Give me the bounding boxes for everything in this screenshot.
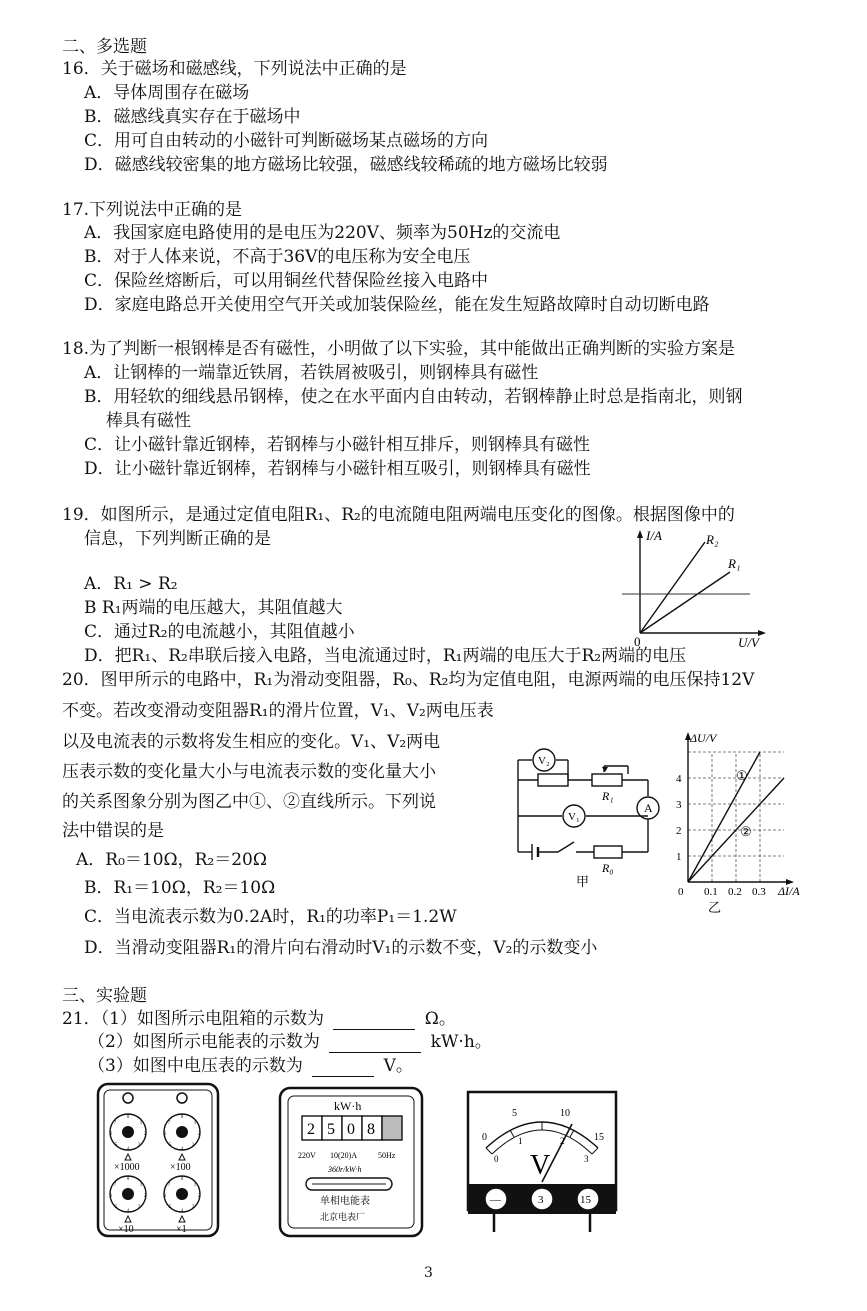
svg-text:0: 0 bbox=[126, 1177, 130, 1182]
q18-option-d: D．让小磁针靠近钢棒，若钢棒与小磁针相互吸引，则钢棒具有磁性 bbox=[84, 459, 591, 479]
origin-label: 0 bbox=[634, 634, 641, 648]
voltmeter bbox=[464, 1088, 620, 1234]
q19-option-b: B R₁两端的电压越大，其阻值越大 bbox=[84, 598, 343, 618]
section-heading: 三、实验题 bbox=[62, 986, 147, 1006]
q21-3-stem bbox=[88, 1055, 413, 1077]
q20-stem: 20．图甲所示的电路中，R₁为滑动变阻器，R₀、R₂均为定值电阻，电源两端的电压保持12V bbox=[62, 670, 755, 690]
q19-stem: 19．如图所示，是通过定值电阻R₁、R₂的电流随电阻两端电压变化的图像。根据图像中的 bbox=[62, 505, 735, 525]
svg-text:3: 3 bbox=[137, 1143, 141, 1148]
r1-label: R₁ bbox=[602, 789, 614, 803]
q21-1-blank[interactable] bbox=[333, 1013, 415, 1030]
y-tick-1: 1 bbox=[676, 851, 682, 863]
q20-option-d: D．当滑动变阻器R₁的滑片向右滑动时V₁的示数不变，V₂的示数变小 bbox=[84, 938, 598, 958]
svg-text:7: 7 bbox=[167, 1183, 171, 1188]
svg-text:7: 7 bbox=[167, 1121, 171, 1126]
q16-option-c: C．用可自由转动的小磁针可判断磁场某点磁场的方向 bbox=[84, 131, 489, 151]
q19-iu-graph bbox=[610, 528, 770, 648]
q21-3-text: （3）如图中电压表的示数为 bbox=[88, 1056, 303, 1076]
svg-text:5: 5 bbox=[168, 1143, 172, 1148]
meter-unit: kW·h bbox=[334, 1099, 362, 1113]
y-tick-4: 4 bbox=[676, 773, 682, 785]
y-axis-label: ΔU/V bbox=[690, 731, 717, 745]
lower-tick-0: 0 bbox=[494, 1154, 499, 1164]
q20-stem-4: 压表示数的变化量大小与电流表示数的变化量大小 bbox=[62, 762, 436, 782]
circuit-caption: 甲 bbox=[576, 874, 590, 889]
q20-delta-graph bbox=[670, 728, 820, 918]
svg-text:7: 7 bbox=[113, 1121, 117, 1126]
meter-maker: 北京电表厂 bbox=[320, 1212, 366, 1222]
q17-option-a: A．我国家庭电路使用的是电压为220V、频率为50Hz的交流电 bbox=[84, 223, 561, 243]
voltmeter-symbol: V bbox=[530, 1150, 551, 1181]
switch bbox=[558, 842, 574, 852]
meter-name: 单相电能表 bbox=[320, 1196, 370, 1207]
r0-label: R₀ bbox=[602, 861, 614, 875]
q16-option-a: A．导体周围存在磁场 bbox=[84, 83, 250, 103]
upper-tick-0: 0 bbox=[482, 1132, 487, 1143]
digit-2: 5 bbox=[327, 1121, 335, 1138]
q17-option-b: B．对于人体来说，不高于36V的电压称为安全电压 bbox=[84, 247, 471, 267]
line-r1 bbox=[640, 572, 730, 633]
svg-text:3: 3 bbox=[137, 1205, 141, 1210]
lower-tick-3: 3 bbox=[584, 1154, 589, 1164]
multiplier-10: ×10 bbox=[118, 1224, 134, 1235]
q21-1-stem bbox=[62, 1008, 456, 1030]
q18-option-c: C．让小磁针靠近钢棒，若钢棒与小磁针相互排斥，则钢棒具有磁性 bbox=[84, 435, 591, 455]
q20-option-b: B．R₁＝10Ω，R₂＝10Ω bbox=[84, 878, 276, 898]
x-tick-0-1: 0.1 bbox=[704, 886, 718, 898]
svg-text:4: 4 bbox=[126, 1209, 130, 1214]
x-tick-0-3: 0.3 bbox=[752, 886, 766, 898]
digit-box-5 bbox=[382, 1116, 402, 1140]
lower-tick-2: 2 bbox=[560, 1136, 565, 1146]
q20-option-a: A．R₀＝10Ω，R₂＝20Ω bbox=[76, 850, 267, 870]
q21-2-text: （2）如图所示电能表的示数为 bbox=[88, 1032, 320, 1052]
q20-circuit bbox=[508, 740, 668, 890]
svg-text:5: 5 bbox=[114, 1205, 118, 1210]
q20-stem-5: 的关系图象分别为图乙中①、②直线所示。下列说 bbox=[62, 792, 436, 812]
multiplier-1000: ×1000 bbox=[114, 1162, 140, 1173]
terminal-negative-label: — bbox=[490, 1194, 501, 1206]
meter-spec-frequency: 50Hz bbox=[378, 1151, 396, 1160]
q21-1-text: 21．（1）如图所示电阻箱的示数为 bbox=[62, 1009, 324, 1029]
svg-text:7: 7 bbox=[113, 1183, 117, 1188]
q18-option-b-cont: 棒具有磁性 bbox=[106, 411, 191, 431]
svg-text:5: 5 bbox=[114, 1143, 118, 1148]
lower-tick-1: 1 bbox=[518, 1136, 523, 1146]
r1-line-label: R₁ bbox=[728, 556, 741, 571]
svg-text:0: 0 bbox=[180, 1115, 184, 1120]
digit-1: 2 bbox=[307, 1121, 315, 1138]
svg-text:4: 4 bbox=[126, 1147, 130, 1152]
svg-text:4: 4 bbox=[180, 1209, 184, 1214]
y-axis-label: I/A bbox=[646, 528, 662, 543]
q21-2-blank[interactable] bbox=[329, 1036, 421, 1053]
q21-3-unit: V。 bbox=[383, 1056, 413, 1076]
energy-meter bbox=[278, 1086, 424, 1238]
svg-text:2: 2 bbox=[197, 1194, 201, 1199]
page-number: 3 bbox=[424, 1265, 433, 1281]
q21-2-stem bbox=[88, 1031, 492, 1053]
svg-text:3: 3 bbox=[191, 1205, 195, 1210]
q20-stem-2: 不变。若改变滑动变阻器R₁的滑片位置，V₁、V₂两电压表 bbox=[62, 701, 494, 721]
svg-text:1: 1 bbox=[193, 1121, 197, 1126]
svg-text:0: 0 bbox=[180, 1177, 184, 1182]
meter-spec-voltage: 220V bbox=[298, 1151, 316, 1160]
q20-stem-6: 法中错误的是 bbox=[62, 821, 164, 841]
line-1-label: ① bbox=[736, 768, 748, 783]
r2-resistor bbox=[538, 774, 568, 786]
resistance-box bbox=[96, 1082, 220, 1238]
x-axis-label: ΔI/A bbox=[778, 884, 800, 898]
svg-text:6: 6 bbox=[163, 1194, 167, 1199]
multiplier-1: ×1 bbox=[176, 1224, 187, 1235]
line-r2 bbox=[640, 542, 705, 633]
svg-text:1: 1 bbox=[193, 1183, 197, 1188]
y-tick-3: 3 bbox=[676, 799, 682, 811]
v2-label: V₂ bbox=[538, 755, 550, 767]
q16-stem: 16．关于磁场和磁感线，下列说法中正确的是 bbox=[62, 59, 407, 79]
meter-spec-current: 10(20)A bbox=[330, 1151, 358, 1160]
y-axis-arrow bbox=[637, 530, 643, 538]
q19-option-c: C．通过R₂的电流越小，其阻值越小 bbox=[84, 622, 355, 642]
digit-3: 0 bbox=[347, 1121, 355, 1138]
q20-stem-3: 以及电流表的示数将发生相应的变化。V₁、V₂两电 bbox=[62, 732, 441, 752]
q16-option-d: D．磁感线较密集的地方磁场比较强，磁感线较稀疏的地方磁场比较弱 bbox=[84, 155, 608, 175]
q19-option-d: D．把R₁、R₂串联后接入电路，当电流通过时，R₁两端的电压大于R₂两端的电压 bbox=[84, 646, 687, 666]
line-1 bbox=[688, 752, 760, 882]
svg-text:0: 0 bbox=[126, 1115, 130, 1120]
svg-text:6: 6 bbox=[109, 1194, 113, 1199]
svg-text:2: 2 bbox=[143, 1194, 147, 1199]
v1-label: V₁ bbox=[568, 811, 580, 823]
section-heading: 二、多选题 bbox=[62, 37, 147, 57]
q17-option-d: D．家庭电路总开关使用空气开关或加装保险丝，能在发生短路故障时自动切断电路 bbox=[84, 295, 710, 315]
line-2-label: ② bbox=[740, 824, 752, 839]
multiplier-100: ×100 bbox=[170, 1162, 191, 1173]
svg-text:1: 1 bbox=[139, 1183, 143, 1188]
terminal-15v-label: 15 bbox=[580, 1194, 591, 1206]
q16-option-b: B．磁感线真实存在于磁场中 bbox=[84, 107, 301, 127]
r2-line-label: R₂ bbox=[706, 532, 719, 547]
q21-1-unit: Ω。 bbox=[424, 1009, 456, 1029]
y-tick-2: 2 bbox=[676, 825, 682, 837]
svg-text:5: 5 bbox=[168, 1205, 172, 1210]
q19-stem-cont: 信息，下列判断正确的是 bbox=[84, 529, 271, 549]
digit-4: 8 bbox=[367, 1121, 375, 1138]
q19-option-a: A．R₁ > R₂ bbox=[84, 574, 178, 594]
x-tick-0: 0 bbox=[678, 886, 684, 898]
q17-option-c: C．保险丝熔断后，可以用铜丝代替保险丝接入电路中 bbox=[84, 271, 489, 291]
svg-text:6: 6 bbox=[109, 1132, 113, 1137]
ammeter-label: A bbox=[644, 801, 653, 815]
x-axis-arrow bbox=[758, 630, 766, 636]
graph-caption: 乙 bbox=[708, 900, 722, 915]
svg-text:4: 4 bbox=[180, 1147, 184, 1152]
svg-text:2: 2 bbox=[197, 1132, 201, 1137]
upper-tick-10: 10 bbox=[560, 1108, 570, 1119]
r0-resistor bbox=[594, 846, 622, 858]
q17-stem: 17.下列说法中正确的是 bbox=[62, 200, 243, 220]
svg-text:3: 3 bbox=[191, 1143, 195, 1148]
svg-text:2: 2 bbox=[143, 1132, 147, 1137]
q18-stem: 18.为了判断一根钢棒是否有磁性，小明做了以下实验，其中能做出正确判断的实验方案是 bbox=[62, 339, 736, 359]
x-axis-label: U/V bbox=[738, 635, 759, 648]
q21-3-blank[interactable] bbox=[312, 1060, 374, 1077]
q18-option-a: A．让钢棒的一端靠近铁屑，若铁屑被吸引，则钢棒具有磁性 bbox=[84, 363, 539, 383]
svg-text:6: 6 bbox=[163, 1132, 167, 1137]
upper-tick-5: 5 bbox=[512, 1108, 517, 1119]
q20-option-c: C．当电流表示数为0.2A时，R₁的功率P₁＝1.2W bbox=[84, 907, 457, 927]
q18-option-b: B．用轻软的细线悬吊钢棒，使之在水平面内自由转动，若钢棒静止时总是指南北，则钢 bbox=[84, 387, 743, 407]
terminal-3v-label: 3 bbox=[538, 1194, 544, 1206]
q21-2-unit: kW·h。 bbox=[430, 1032, 492, 1052]
upper-tick-15: 15 bbox=[594, 1132, 604, 1143]
svg-text:1: 1 bbox=[139, 1121, 143, 1126]
x-tick-0-2: 0.2 bbox=[728, 886, 742, 898]
r1-rheostat bbox=[592, 774, 622, 786]
meter-rate: 360r/kW·h bbox=[328, 1165, 362, 1174]
